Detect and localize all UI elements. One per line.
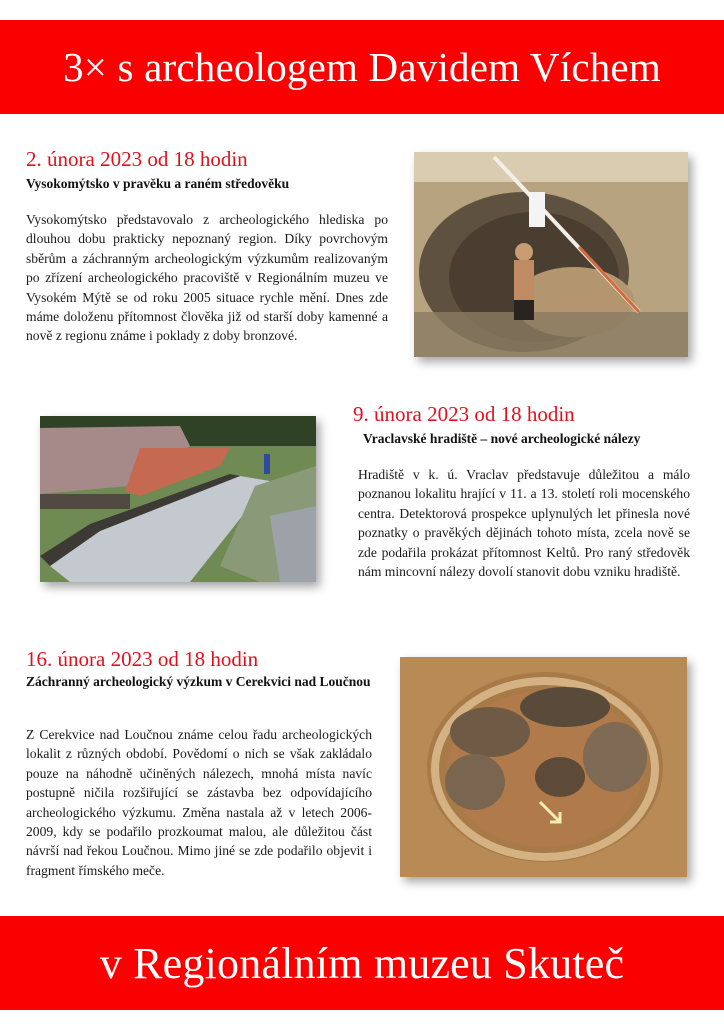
footer-banner: [0, 916, 724, 1010]
footer-title: v Regionálním muzeu Skuteč: [99, 938, 625, 988]
event-3-title: Záchranný archeologický výzkum v Cerekvici nad Loučnou: [26, 674, 371, 689]
trench-photo: [40, 416, 316, 582]
event-2-title: Vraclavské hradiště – nové archeologické nálezy: [363, 431, 641, 446]
event-1-title: Vysokomýtsko v pravěku a raném středověku: [26, 176, 290, 191]
event-2-body: Hradiště v k. ú. Vraclav představuje důležitou a málo poznanou lokalitu hrající v 11. a 13. století roli mocenského centra. Detektorová prospekce uplynulých let přinesla nové poznatky o pravěkých dějinách tohoto místa, zcela nově se zde podařila prokázat přítomnost Keltů. Pro raný středověk nám mincovní nálezy dovolí stanovit dobu vzniku hradiště.: [358, 467, 690, 580]
event-2-date: 9. února 2023 od 18 hodin: [353, 402, 575, 426]
event-3-body: Z Cerekvice nad Loučnou známe celou řadu archeologických lokalit z různých období. Povědomí o nich se však zakládalo pouze na náhodně učiněných nálezech, mnohá místa navíc postupně ničila rozšiřující se zástavba bez odpovídajícího archeologického výzkumu. Změna nastala až v letech 2006-2009, kdy se podařilo prozkoumat malou, ale důležitou část návrší nad řekou Loučnou. Mimo jiné se zde podařilo objevit i fragment římského meče.: [26, 727, 372, 878]
event-1-body: Vysokomýtsko představovalo z archeologického hlediska po dlouhou dobu prakticky nepoznaný region. Díky povrchovým sběrům a záchranným archeologickým výzkumům realizovaným po zřízení archeologického pracoviště v Regionálním muzeu ve Vysokém Mýtě se od roku 2005 situace rychle mění. Dnes zde máme doloženu přítomnost člověka již od starší doby kamenné a nově z regionu známe i poklady z doby bronzové.: [26, 212, 388, 344]
excavation-pit-photo: [414, 152, 688, 357]
event-3-date: 16. února 2023 od 18 hodin: [26, 647, 259, 671]
header-banner: [0, 20, 724, 114]
header-title: 3× s archeologem Davidem Víchem: [63, 44, 661, 90]
feature-photo: [400, 657, 687, 877]
event-1-date: 2. února 2023 od 18 hodin: [26, 147, 248, 171]
